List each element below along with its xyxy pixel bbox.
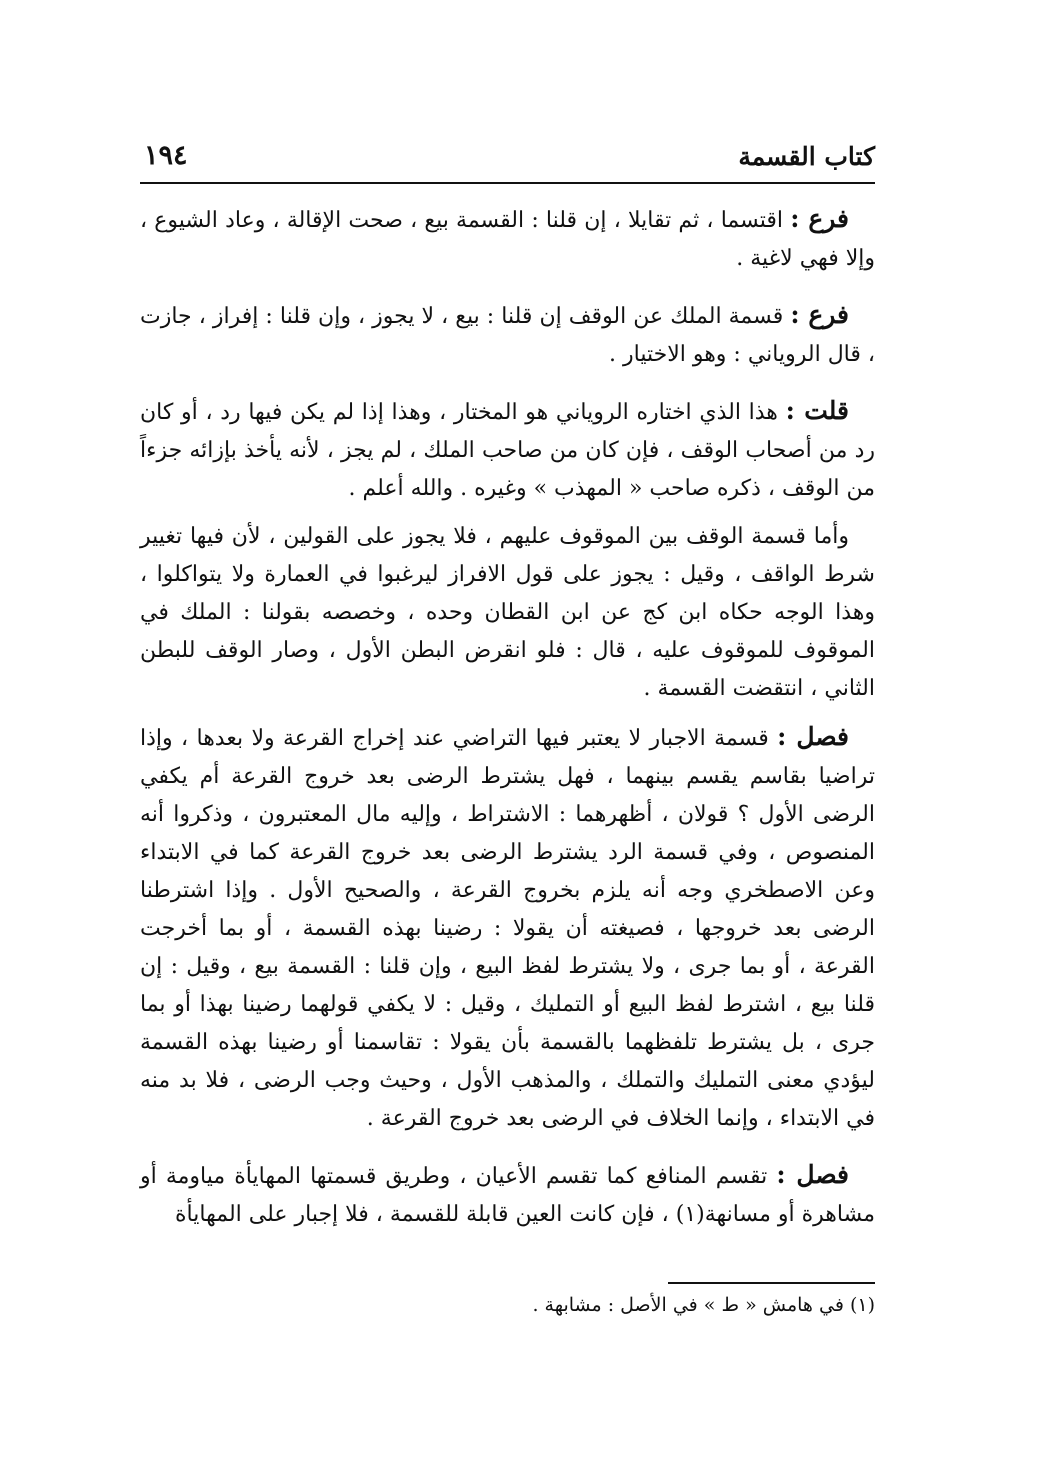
page-number: ١٩٤ bbox=[144, 140, 188, 171]
paragraph-text: هذا الذي اختاره الروياني هو المختار ، وهذا إذا لم يكن فيها رد ، أو كان رد من أصحاب الوقف ، فإن كان من صاحب الملك ، لم يجز ، لأنه يأخذ بإزائه جزءاً من الوقف ، ذكره صاحب « المهذب » وغيره . والله أعلم . bbox=[140, 400, 875, 501]
paragraph-text: قسمة الملك عن الوقف إن قلنا : بيع ، لا يجوز ، وإن قلنا : إفراز ، جازت ، قال الروياني : وهو الاختيار . bbox=[140, 304, 875, 367]
paragraph-fasl-1 bbox=[140, 718, 875, 1138]
paragraph-text: قسمة الاجبار لا يعتبر فيها التراضي عند إخراج القرعة ولا بعدها ، وإذا تراضيا بقاسم يقسم بينهما ، فهل يشترط الرضى بعد خروج القرعة أم يكفي الرضى الأول ؟ قولان ، أظهرهما : الاشتراط ، وإليه مال المعتبرون ، وذكروا أنه المنصوص ، وفي قسمة الرد يشترط الرضى بعد خروج القرعة كما في الابتداء وعن الاصطخري وجه أنه يلزم بخروج القرعة ، والصحيح الأول . وإذا اشترطنا الرضى بعد خروجها ، فصيغته أن يقولا : رضينا بهذه القسمة ، أو بما أخرجت القرعة ، أو بما جرى ، ولا يشترط لفظ البيع ، وإن قلنا : القسمة بيع ، وقيل : إن قلنا بيع ، اشترط لفظ البيع أو التمليك ، وقيل : لا يكفي قولهما رضينا بهذا أو بما جرى ، بل يشترط تلفظهما بالقسمة بأن يقولا : تقاسمنا أو رضينا بهذه القسمة ليؤدي معنى التمليك والتملك ، والمذهب الأول ، وحيث وجب الرضى ، فلا بد منه في الابتداء ، وإنما الخلاف في الرضى بعد خروج القرعة . bbox=[140, 726, 875, 1131]
paragraph-qultu bbox=[140, 392, 875, 508]
footnote: (١) في هامش « ط » في الأصل : مشابهة . bbox=[532, 1294, 875, 1316]
paragraph-waqf-division bbox=[140, 518, 875, 708]
footnote-separator bbox=[668, 1282, 875, 1284]
page-header bbox=[140, 138, 875, 184]
paragraph-far-1 bbox=[140, 200, 875, 278]
paragraph-lead: فرع : bbox=[790, 300, 850, 329]
paragraph-text: وأما قسمة الوقف بين الموقوف عليهم ، فلا يجوز على القولين ، لأن فيها تغيير شرط الواقف ، وقيل : يجوز على قول الافراز ليرغبوا في العمارة ولا يتواكلوا ، وهذا الوجه حكاه ابن كج عن ابن القطان وحده ، وخصصه بقولنا : الملك في الموقوف للموقوف عليه ، قال : فلو انقرض البطن الأول ، وصار الوقف للبطن الثاني ، انتقضت القسمة . bbox=[140, 524, 875, 701]
body-text bbox=[140, 200, 875, 1252]
paragraph-lead: فصل : bbox=[777, 722, 849, 751]
paragraph-text: تقسم المنافع كما تقسم الأعيان ، وطريق قسمتها المهايأة مياومة أو مشاهرة أو مسانهة(١) ، فإن كانت العين قابلة للقسمة ، فلا إجبار على المهايأة bbox=[140, 1164, 875, 1227]
paragraph-lead: فرع : bbox=[790, 204, 850, 233]
running-title: كتاب القسمة bbox=[738, 142, 875, 171]
paragraph-lead: قلت : bbox=[785, 396, 849, 425]
paragraph-far-2 bbox=[140, 296, 875, 374]
paragraph-fasl-2 bbox=[140, 1156, 875, 1234]
paragraph-lead: فصل : bbox=[776, 1160, 849, 1189]
paragraph-text: اقتسما ، ثم تقايلا ، إن قلنا : القسمة بيع ، صحت الإقالة ، وعاد الشيوع ، وإلا فهي لاغية . bbox=[140, 208, 875, 271]
